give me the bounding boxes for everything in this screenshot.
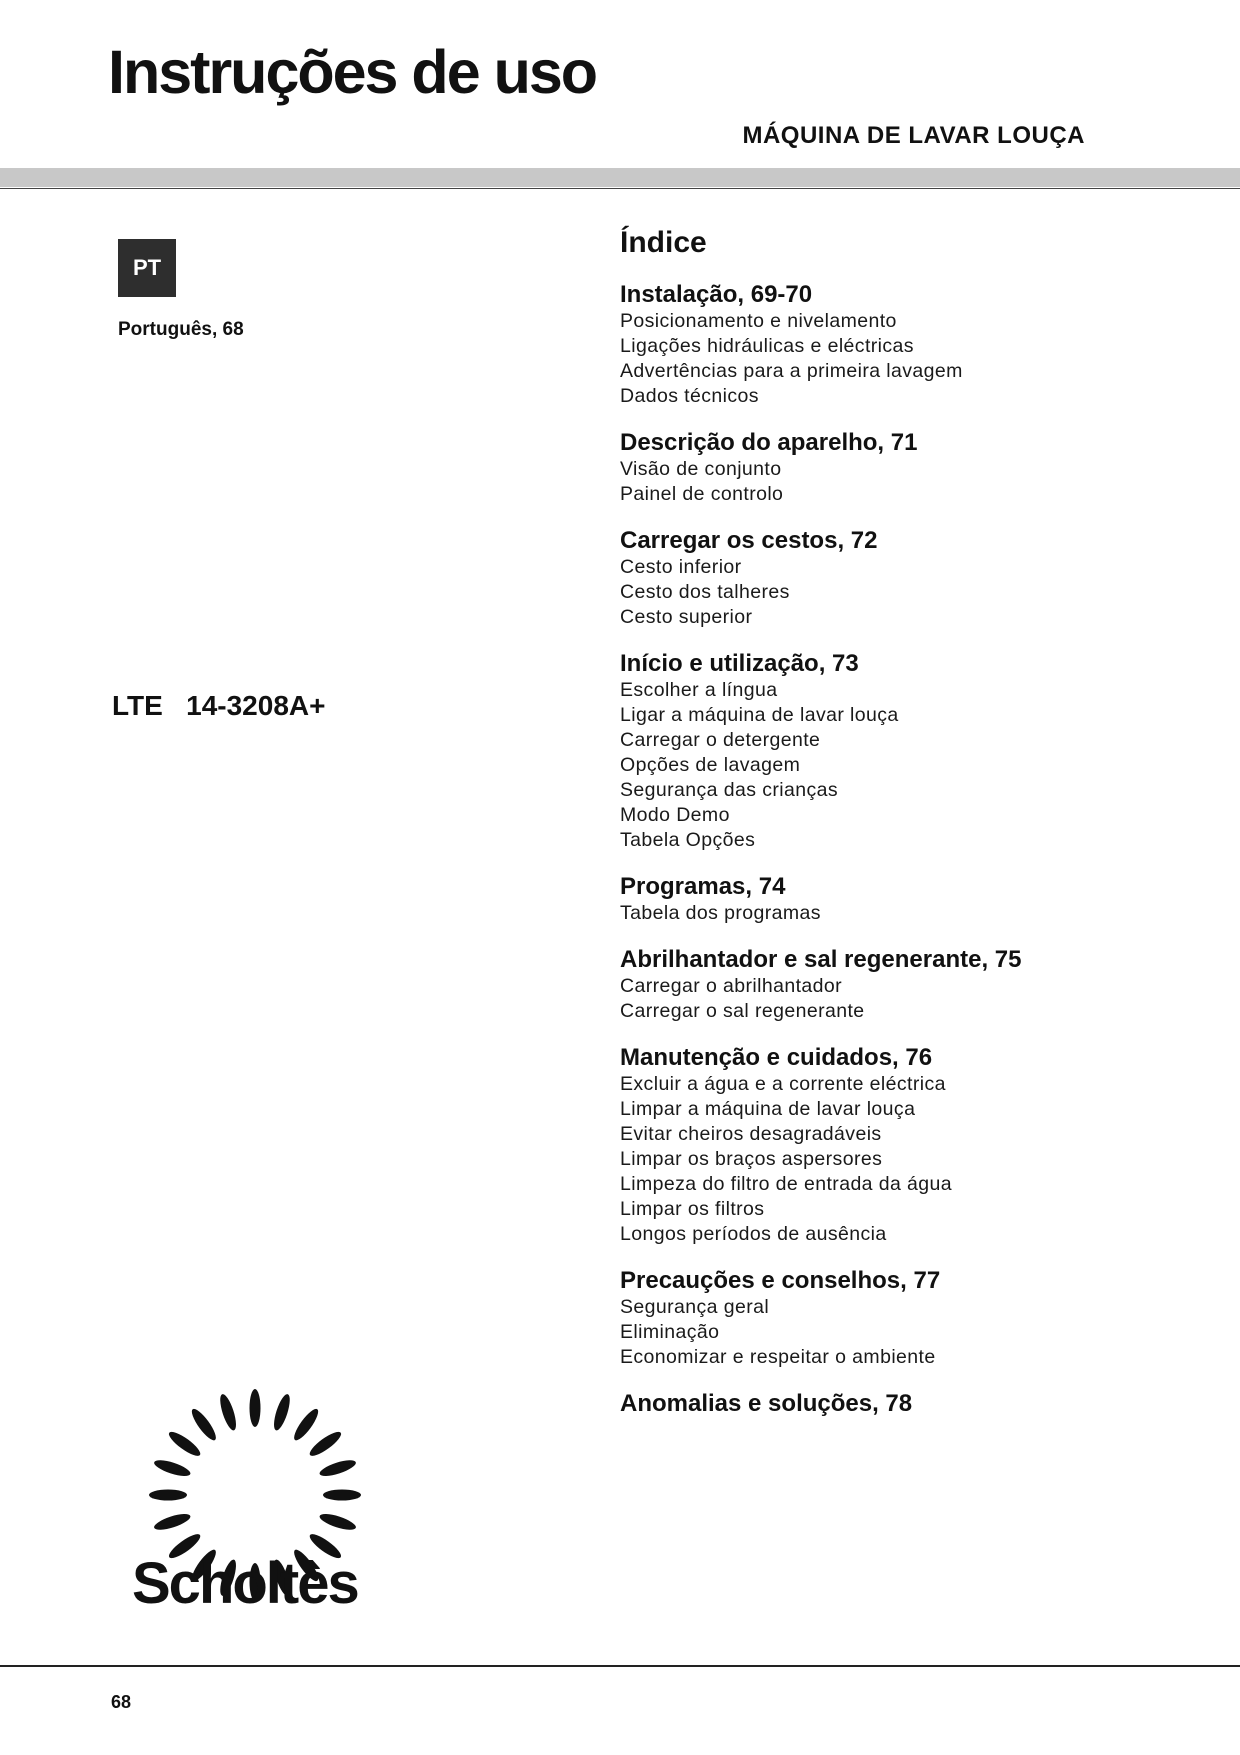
logo-ray: [188, 1406, 219, 1443]
toc-subitem: Segurança das crianças: [620, 779, 839, 801]
toc-subitem: Modo Demo: [620, 804, 730, 826]
logo-ray: [217, 1392, 239, 1432]
table-of-contents: [620, 226, 1200, 1438]
toc-subitem: Opções de lavagem: [620, 754, 801, 776]
toc-subitem: Dados técnicos: [620, 385, 759, 407]
footer-divider: [0, 1665, 1240, 1667]
toc-subitem-list: [620, 901, 1200, 926]
page-title: Instruções de uso: [108, 38, 597, 106]
toc-section: [620, 1390, 1200, 1418]
logo-ray: [291, 1406, 322, 1443]
logo-ray: [152, 1511, 192, 1533]
toc-subitem: Carregar o detergente: [620, 729, 821, 751]
toc-subitem: Eliminação: [620, 1321, 720, 1343]
toc-section: [620, 946, 1200, 1024]
toc-subitem: Painel de controlo: [620, 483, 784, 505]
logo-ray: [271, 1392, 293, 1432]
toc-subitem: Limpar a máquina de lavar louça: [620, 1098, 916, 1120]
toc-title: Índice: [620, 226, 707, 259]
logo-ray: [318, 1457, 358, 1479]
toc-subitem: Cesto inferior: [620, 556, 742, 578]
toc-section: [620, 650, 1200, 853]
language-label: Português, 68: [118, 319, 244, 340]
logo-ray: [307, 1428, 344, 1459]
toc-section: [620, 281, 1200, 409]
toc-subitem: Evitar cheiros desagradáveis: [620, 1123, 882, 1145]
toc-section-title: Início e utilização, 73: [620, 650, 859, 677]
toc-section-title: Programas, 74: [620, 873, 786, 900]
toc-subitem: Ligar a máquina de lavar louça: [620, 704, 899, 726]
logo-ray: [166, 1428, 203, 1459]
toc-subitem: Ligações hidráulicas e eléctricas: [620, 335, 914, 357]
toc-subitem: Segurança geral: [620, 1296, 770, 1318]
toc-section-title: Abrilhantador e sal regenerante, 75: [620, 946, 1022, 973]
toc-subitem: Cesto superior: [620, 606, 753, 628]
logo-ray: [149, 1490, 187, 1501]
toc-subitem-list: [620, 1072, 1200, 1247]
toc-sections: [620, 281, 1200, 1418]
product-type-heading: MÁQUINA DE LAVAR LOUÇA: [742, 122, 1085, 149]
toc-subitem: Cesto dos talheres: [620, 581, 790, 603]
toc-section: [620, 1044, 1200, 1247]
toc-subitem: Advertências para a primeira lavagem: [620, 360, 963, 382]
toc-section: [620, 429, 1200, 507]
toc-subitem-list: [620, 678, 1200, 853]
toc-subitem-list: [620, 457, 1200, 507]
toc-section: [620, 873, 1200, 926]
toc-section-title: Anomalias e soluções, 78: [620, 1390, 913, 1417]
toc-subitem-list: [620, 974, 1200, 1024]
toc-section: [620, 527, 1200, 630]
language-badge: PT: [118, 239, 176, 297]
brand-wordmark: Scholtès: [132, 1551, 358, 1616]
toc-subitem-list: [620, 309, 1200, 409]
page-number: 68: [111, 1692, 132, 1712]
toc-section: [620, 1267, 1200, 1370]
toc-section-title: Carregar os cestos, 72: [620, 527, 878, 554]
toc-subitem: Escolher a língua: [620, 679, 778, 701]
toc-subitem: Tabela dos programas: [620, 902, 821, 924]
model-number: LTE 14-3208A+: [112, 690, 326, 721]
toc-subitem: Excluir a água e a corrente eléctrica: [620, 1073, 946, 1095]
logo-ray: [318, 1511, 358, 1533]
toc-subitem: Economizar e respeitar o ambiente: [620, 1346, 936, 1368]
toc-subitem: Carregar o abrilhantador: [620, 975, 843, 997]
header-band: [0, 168, 1240, 187]
toc-subitem: Limpeza do filtro de entrada da água: [620, 1173, 953, 1195]
toc-subitem: Carregar o sal regenerante: [620, 1000, 865, 1022]
toc-section-title: Descrição do aparelho, 71: [620, 429, 918, 456]
toc-subitem: Longos períodos de ausência: [620, 1223, 887, 1245]
logo-ray: [152, 1457, 192, 1479]
toc-subitem: Visão de conjunto: [620, 458, 782, 480]
toc-subitem-list: [620, 555, 1200, 630]
header-divider: [0, 188, 1240, 189]
toc-subitem: Posicionamento e nivelamento: [620, 310, 897, 332]
logo-ray: [250, 1389, 261, 1427]
toc-section-title: Instalação, 69-70: [620, 281, 813, 308]
toc-section-title: Precauções e conselhos, 77: [620, 1267, 941, 1294]
toc-subitem-list: [620, 1295, 1200, 1370]
logo-ray: [323, 1490, 361, 1501]
toc-section-title: Manutenção e cuidados, 76: [620, 1044, 933, 1071]
toc-subitem: Tabela Opções: [620, 829, 756, 851]
toc-subitem: Limpar os braços aspersores: [620, 1148, 883, 1170]
toc-subitem: Limpar os filtros: [620, 1198, 765, 1220]
